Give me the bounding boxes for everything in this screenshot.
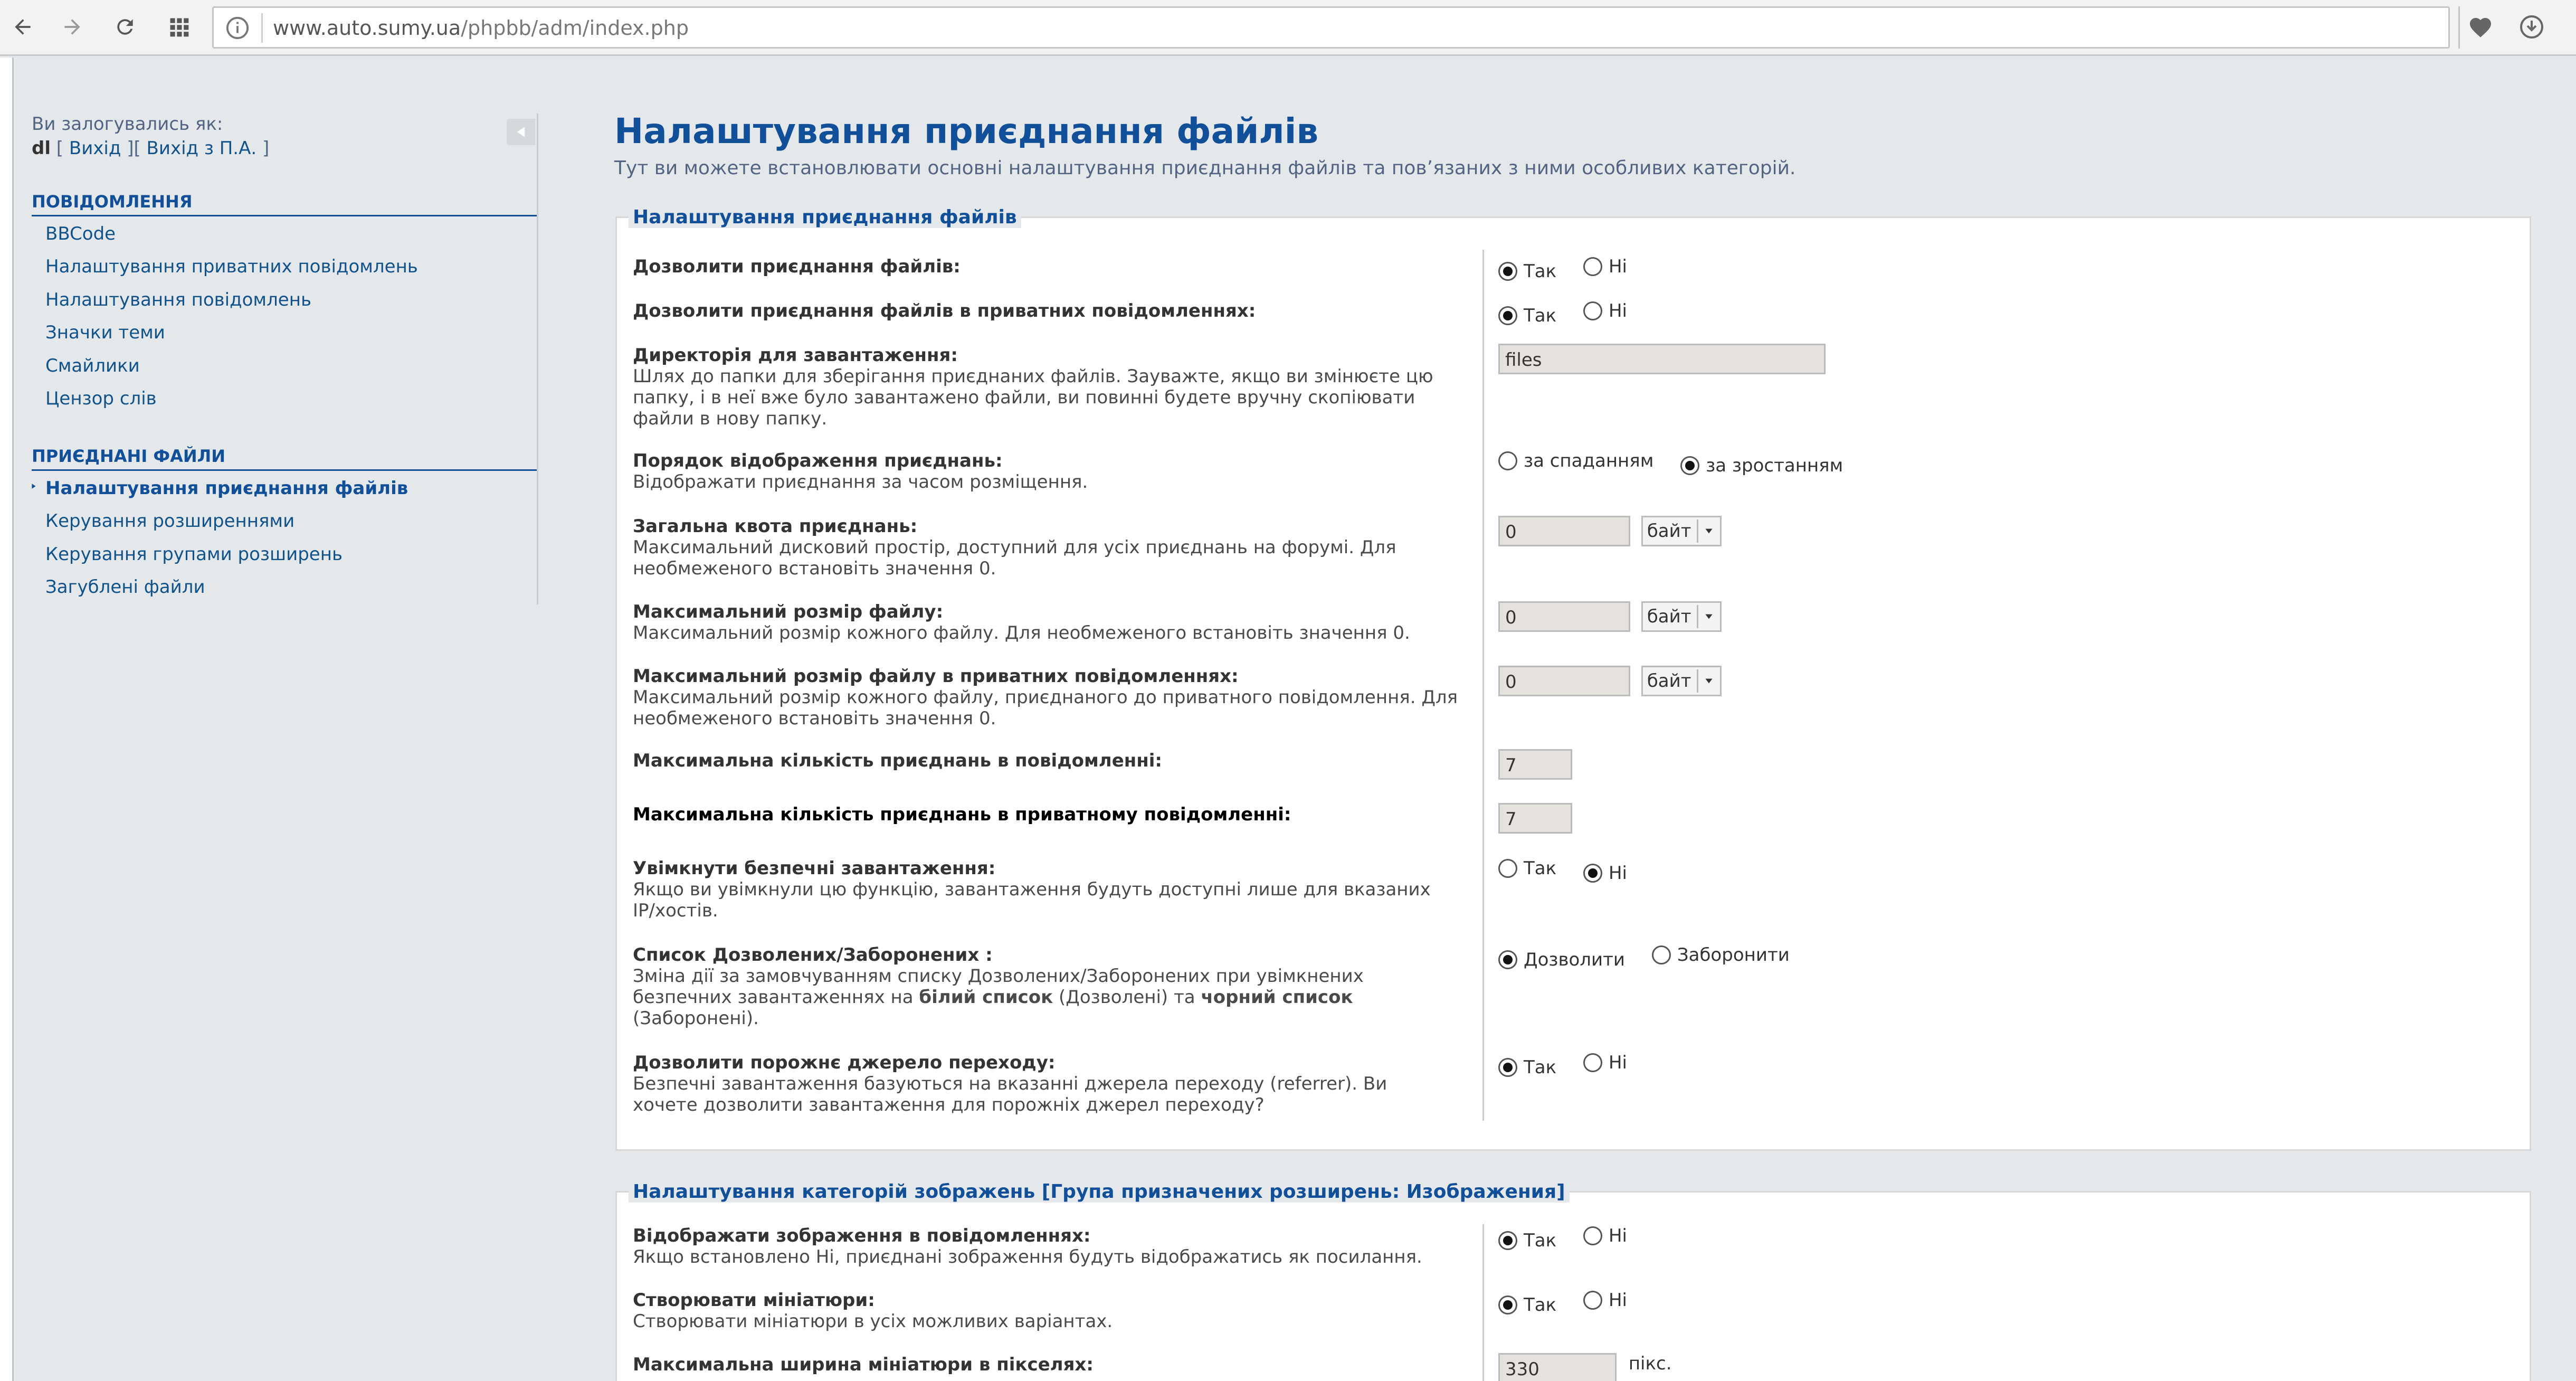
max-filesize-pm-control	[1498, 666, 1722, 696]
setting-description: Якщо ви увімкнули цю функцію, завантаження будуть доступні лише для вказаних	[633, 879, 1431, 900]
allow-attachments-no[interactable]	[1583, 256, 1627, 277]
radio-label: Ні	[1608, 256, 1627, 277]
page-left-edge	[0, 58, 14, 1381]
radio-label: Так	[1524, 1057, 1557, 1078]
secure-downloads-yes[interactable]	[1498, 858, 1556, 879]
radio-label: за зростанням	[1706, 455, 1843, 476]
setting-description: папку, і в неї вже було завантажено файли, ви повинні будете вручну скопіювати	[633, 387, 1415, 408]
heart-icon	[2468, 15, 2493, 40]
setting-label: Дозволити приєднання файлів:	[633, 256, 961, 277]
back-button[interactable]	[7, 12, 38, 42]
logged-in-label: Ви залогувались як:	[32, 113, 223, 135]
setting-description: Зміна дії за замовчуванням списку Дозволених/Заборонених при увімкнених	[633, 966, 1364, 987]
setting-description: Шлях до папки для зберігання приєднаних файлів. Зауважте, якщо ви змінюєте цю	[633, 366, 1433, 387]
secure-downloads-no[interactable]	[1583, 863, 1627, 884]
radio-unchecked-icon	[1652, 945, 1671, 964]
total-quota-unit-select[interactable]	[1641, 516, 1722, 546]
radio-unchecked-icon	[1498, 451, 1517, 470]
setting-secure-downloads	[633, 858, 2576, 921]
setting-label: Загальна квота приєднань:	[633, 516, 918, 537]
desc-text: (Дозволені) та	[1059, 987, 1195, 1008]
desc-blacklist: чорний список	[1201, 987, 1353, 1008]
max-attachments-pm-input[interactable]: 7	[1498, 803, 1572, 834]
setting-upload-dir	[633, 345, 2576, 429]
setting-label: Дозволити приєднання файлів в приватних повідомленнях:	[633, 300, 1256, 321]
sidebar-item-topic-icons[interactable]: Значки теми	[45, 322, 165, 343]
reload-button[interactable]	[110, 12, 140, 42]
radio-unchecked-icon	[1583, 1053, 1602, 1072]
favorite-button[interactable]	[2458, 6, 2501, 49]
setting-max-thumb-width	[633, 1353, 2576, 1380]
address-bar[interactable]	[212, 6, 2450, 49]
setting-description-line	[633, 987, 2576, 1008]
collapse-sidebar-button[interactable]	[507, 119, 535, 145]
setting-description: Максимальний розмір кожного файлу. Для необмеженого встановіть значення 0.	[633, 622, 1410, 644]
setting-display-order	[633, 450, 2576, 493]
setting-allow-pm-attachments	[633, 300, 2576, 326]
radio-checked-icon	[1498, 1058, 1517, 1077]
sidebar-item-post-settings[interactable]: Налаштування повідомлень	[45, 289, 311, 310]
display-order-asc[interactable]	[1680, 455, 1843, 476]
setting-label: Максимальний розмір файлу:	[633, 601, 944, 622]
secure-allow-option[interactable]	[1498, 949, 1625, 970]
sidebar-item-manage-extensions[interactable]: Керування розширеннями	[45, 510, 295, 532]
setting-description: Якщо встановлено Ні, приєднані зображення будуть відображатись як посилання.	[633, 1246, 1422, 1268]
setting-description: Максимальний дисковий простір, доступний для усіх приєднань на форумі. Для	[633, 537, 1396, 558]
fieldset-legend: Налаштування категорій зображень [Група призначених розширень: Изображения]	[629, 1181, 1570, 1203]
browser-toolbar	[0, 0, 2576, 56]
admin-logout-link[interactable]: Вихід з П.А.	[146, 138, 257, 159]
setting-description: хочете дозволити завантаження для порожніх джерел переходу?	[633, 1094, 1265, 1115]
create-thumbnails-control	[1498, 1290, 1648, 1316]
setting-label: Максимальна кількість приєднань в приватному повідомленні:	[633, 804, 1291, 825]
setting-description: Створювати мініатюри в усіх можливих варіантах.	[633, 1311, 1113, 1332]
secure-downloads-control	[1498, 858, 1648, 884]
empty-referrer-control	[1498, 1052, 1648, 1078]
image-category-fieldset	[615, 1181, 2531, 1381]
create-thumbnails-yes[interactable]	[1498, 1294, 1556, 1316]
radio-checked-icon	[1498, 1231, 1517, 1250]
desc-text: безпечних завантаженнях на	[633, 987, 914, 1008]
secure-allow-deny-control	[1498, 944, 1811, 970]
admin-sidebar	[32, 113, 538, 604]
radio-unchecked-icon	[1583, 1291, 1602, 1310]
page-description: Тут ви можете встановлювати основні налаштування приєднання файлів та пов’язаних з ними особливих категорій.	[614, 157, 1796, 179]
setting-description: файли в нову папку.	[633, 408, 828, 429]
logout-link[interactable]: Вихід	[69, 138, 121, 159]
display-order-control	[1498, 450, 1864, 476]
radio-label: Так	[1524, 1294, 1557, 1316]
sidebar-section-attachments: ПРИЄДНАНІ ФАЙЛИ	[32, 446, 537, 471]
fieldset-legend: Налаштування приєднання файлів	[629, 206, 1021, 228]
select-value: байт	[1647, 606, 1691, 627]
sidebar-item-orphaned-files[interactable]: Загублені файли	[45, 576, 205, 598]
setting-label: Список Дозволених/Заборонених :	[633, 944, 993, 966]
radio-label: Ні	[1608, 1052, 1627, 1073]
radio-unchecked-icon	[1583, 257, 1602, 276]
radio-label: Ні	[1608, 1225, 1627, 1246]
max-thumb-width-control	[1498, 1353, 1672, 1381]
setting-total-quota	[633, 516, 2576, 579]
display-images-control	[1498, 1225, 1648, 1251]
radio-checked-icon	[1583, 864, 1602, 883]
radio-checked-icon	[1498, 262, 1517, 281]
download-icon	[2519, 14, 2544, 40]
setting-description: IP/хостів.	[633, 900, 718, 921]
create-thumbnails-no[interactable]	[1583, 1290, 1627, 1311]
sidebar-item-word-censor[interactable]: Цензор слів	[45, 388, 157, 409]
secure-deny-option[interactable]	[1652, 944, 1790, 966]
apps-grid-icon	[167, 15, 191, 39]
radio-label: Так	[1524, 1230, 1557, 1251]
setting-label: Відображати зображення в повідомленнях:	[633, 1225, 1091, 1246]
total-quota-input[interactable]: 0	[1498, 516, 1630, 546]
radio-unchecked-icon	[1498, 859, 1517, 878]
empty-referrer-yes[interactable]	[1498, 1057, 1556, 1078]
max-attachments-input[interactable]: 7	[1498, 749, 1572, 780]
setting-create-thumbnails	[633, 1290, 2576, 1332]
radio-checked-icon	[1680, 456, 1699, 475]
allow-pm-attachments-no[interactable]	[1583, 300, 1627, 321]
download-button[interactable]	[2516, 12, 2547, 42]
chevron-down-icon	[1697, 669, 1720, 693]
max-filesize-control	[1498, 601, 1722, 632]
max-filesize-pm-unit-select[interactable]	[1641, 666, 1722, 696]
sidebar-item-label: Налаштування приєднання файлів	[45, 478, 408, 499]
sidebar-item-attachment-settings[interactable]	[45, 478, 408, 499]
setting-description: Максимальний розмір кожного файлу, приєднаного до приватного повідомлення. Для	[633, 687, 1458, 708]
allow-pm-attachments-yes[interactable]	[1498, 305, 1556, 326]
setting-label: Максимальна ширина мініатюри в пікселях:	[633, 1354, 1094, 1375]
setting-description: необмеженого встановіть значення 0.	[633, 708, 996, 729]
page-title: Налаштування приєднання файлів	[614, 111, 1319, 152]
upload-dir-control	[1498, 344, 1826, 374]
setting-max-filesize	[633, 601, 2576, 644]
allow-attachments-yes[interactable]	[1498, 261, 1556, 282]
chevron-down-icon	[1697, 519, 1720, 543]
radio-label: Так	[1524, 858, 1557, 879]
forward-button[interactable]	[57, 12, 88, 42]
setting-allow-attachments	[633, 256, 2576, 282]
display-images-yes[interactable]	[1498, 1230, 1556, 1251]
setting-label: Максимальна кількість приєднань в повідомленні:	[633, 750, 1162, 771]
radio-label: Заборонити	[1677, 944, 1790, 966]
max-thumb-width-unit: пікс.	[1628, 1353, 1672, 1374]
radio-label: Ні	[1608, 863, 1627, 884]
url-host: www.auto.sumy.ua	[273, 16, 461, 40]
radio-unchecked-icon	[1583, 301, 1602, 320]
allow-attachments-control	[1498, 256, 1648, 282]
setting-label: Максимальний розмір файлу в приватних повідомленнях:	[633, 666, 1239, 687]
setting-max-attachments	[633, 750, 2576, 776]
max-attachments-pm-control	[1498, 803, 1572, 834]
setting-description: необмеженого встановіть значення 0.	[633, 558, 996, 579]
setting-max-filesize-pm	[633, 666, 2576, 729]
setting-empty-referrer	[633, 1052, 2576, 1115]
max-filesize-unit-select[interactable]	[1641, 601, 1722, 632]
upload-dir-input[interactable]: files	[1498, 344, 1826, 374]
setting-label: Створювати мініатюри:	[633, 1290, 875, 1311]
site-info-icon[interactable]	[225, 16, 250, 40]
address-separator	[261, 13, 263, 43]
empty-referrer-no[interactable]	[1583, 1052, 1627, 1073]
radio-label: Так	[1524, 261, 1557, 282]
max-attachments-control	[1498, 749, 1572, 780]
attachment-settings-fieldset	[615, 206, 2531, 1151]
desc-whitelist: білий список	[919, 987, 1053, 1008]
select-value: байт	[1647, 521, 1691, 542]
username: dl	[32, 138, 51, 159]
sidebar-item-extension-groups[interactable]: Керування групами розширень	[45, 544, 343, 565]
setting-label: Директорія для завантаження:	[633, 345, 958, 366]
radio-label: Так	[1524, 305, 1557, 326]
setting-max-attachments-pm	[633, 804, 2576, 830]
sidebar-item-bbcode[interactable]: BBCode	[45, 223, 116, 244]
allow-pm-attachments-control	[1498, 300, 1648, 326]
radio-checked-icon	[1498, 306, 1517, 325]
apps-button[interactable]	[164, 12, 194, 42]
radio-label: Ні	[1608, 300, 1627, 321]
setting-description: Відображати приєднання за часом розміщення.	[633, 471, 1088, 493]
max-thumb-width-input[interactable]: 330	[1498, 1353, 1617, 1381]
setting-label: Увімкнути безпечні завантаження:	[633, 858, 996, 879]
total-quota-control	[1498, 516, 1722, 546]
url-path: /phpbb/adm/index.php	[461, 16, 689, 40]
active-bullet-icon	[31, 483, 37, 489]
radio-label: Ні	[1608, 1290, 1627, 1311]
setting-description: Безпечні завантаження базуються на вказанні джерела переходу (referrer). Ви	[633, 1073, 1387, 1094]
radio-checked-icon	[1498, 950, 1517, 969]
display-order-desc[interactable]	[1498, 450, 1653, 471]
select-value: байт	[1647, 670, 1691, 692]
setting-description: (Заборонені).	[633, 1008, 759, 1029]
sidebar-item-pm-settings[interactable]: Налаштування приватних повідомлень	[45, 256, 418, 277]
chevron-down-icon	[1697, 605, 1720, 628]
max-filesize-pm-input[interactable]: 0	[1498, 666, 1630, 696]
radio-label: за спаданням	[1524, 450, 1654, 471]
reload-icon	[113, 15, 137, 39]
radio-checked-icon	[1498, 1295, 1517, 1314]
sidebar-item-smilies[interactable]: Смайлики	[45, 355, 140, 376]
setting-secure-allow-deny	[633, 944, 2576, 1029]
setting-label: Дозволити порожнє джерело переходу:	[633, 1052, 1056, 1073]
max-filesize-input[interactable]: 0	[1498, 601, 1630, 632]
radio-label: Дозволити	[1524, 949, 1626, 970]
back-arrow-icon	[11, 15, 34, 39]
logged-in-line: dl [ Вихід ][ Вихід з П.А. ]	[32, 138, 270, 159]
radio-unchecked-icon	[1583, 1226, 1602, 1245]
url-text[interactable]	[273, 16, 689, 40]
setting-display-images	[633, 1225, 2576, 1268]
sidebar-section-messages: ПОВІДОМЛЕННЯ	[32, 192, 537, 216]
display-images-no[interactable]	[1583, 1225, 1627, 1246]
collapse-arrow-icon	[515, 126, 527, 138]
forward-arrow-icon	[61, 15, 84, 39]
setting-label: Порядок відображення приєднань:	[633, 450, 1003, 471]
